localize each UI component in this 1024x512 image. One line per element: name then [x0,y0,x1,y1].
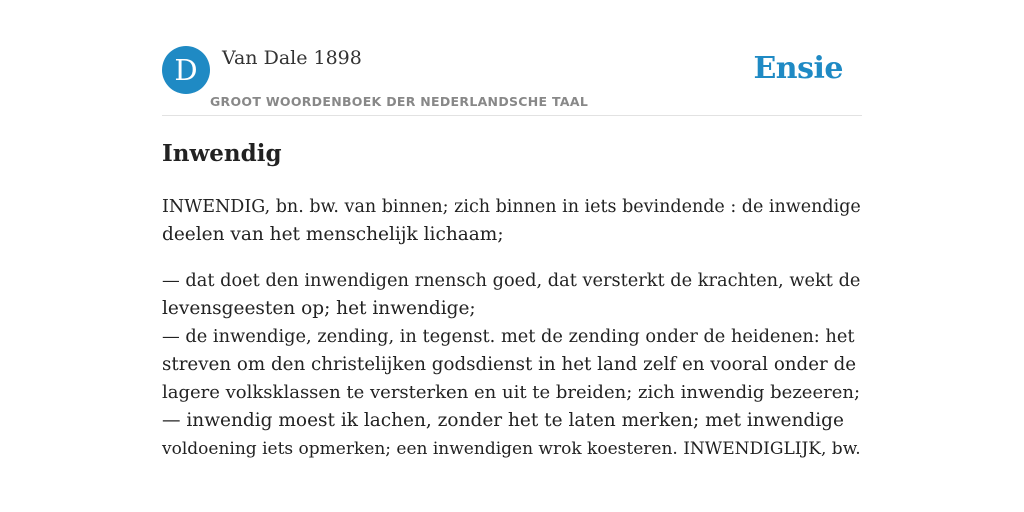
ensie-logo[interactable]: Ensie [753,51,843,86]
text-line: lagere volksklassen te versterken en uit te breiden; zich inwendig bezeeren; [162,382,861,403]
entry-title: Inwendig [162,140,282,167]
text-line: — inwendig moest ik lachen, zonder het te laten merken; met inwendige [162,410,844,431]
text-line: levensgeesten op; het inwendige; [162,298,476,319]
text-line: deelen van het menschelijk lichaam; [162,224,504,245]
dictionary-subtitle: GROOT WOORDENBOEK DER NEDERLANDSCHE TAAL [210,94,589,109]
definition-paragraph [162,193,862,249]
text-line: voldoening iets opmerken; een inwendigen wrok koesteren. INWENDIGLIJK, bw. [162,439,861,459]
entry-definition [162,193,862,481]
page-header [162,46,862,116]
text-line: INWENDIG, bn. bw. van binnen; zich binnen in iets bevindende : de inwendige [162,197,861,217]
header-divider [162,115,862,116]
text-line: — dat doet den inwendigen rnensch goed, dat versterkt de krachten, wekt de [162,271,861,291]
text-line: — de inwendige, zending, in tegenst. met de zending onder de heidenen: het [162,327,855,347]
text-line: streven om den christelijken godsdienst in het land zelf en vooral onder de [162,354,857,375]
dictionary-name[interactable]: Van Dale 1898 [222,47,362,69]
definition-paragraph [162,267,862,463]
dictionary-logo-icon[interactable]: D [162,46,210,94]
